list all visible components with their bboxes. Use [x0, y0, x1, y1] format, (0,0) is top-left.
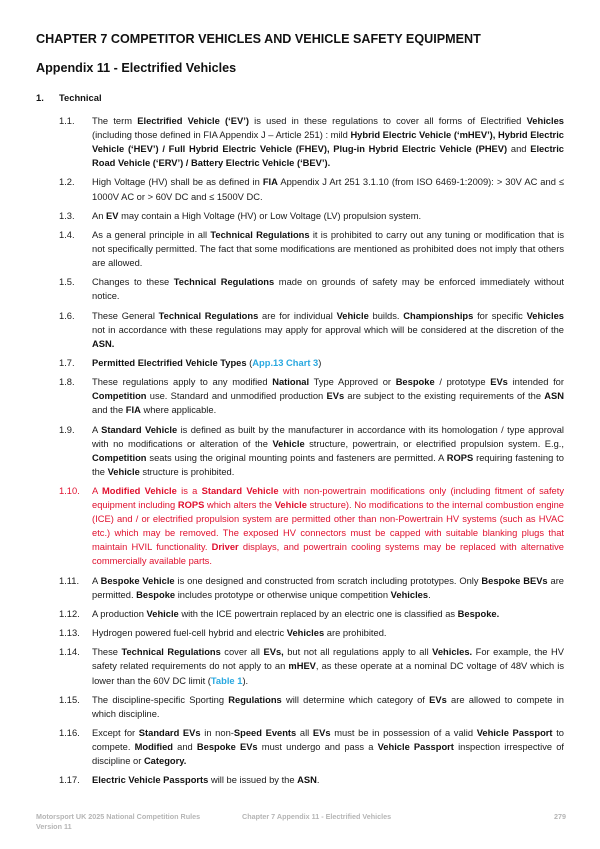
footer-publication: Motorsport UK 2025 National Competition Rules: [36, 812, 201, 821]
clause-text-run: High Voltage (HV) shall be as defined in: [92, 177, 263, 188]
defined-term: Electrified Vehicle (‘EV’): [137, 116, 249, 126]
footer-publication-block: [36, 812, 236, 832]
defined-term: FIA: [125, 405, 141, 416]
clause-text-run: all: [296, 727, 313, 738]
clause-text-run: An: [92, 210, 107, 221]
clause-text-run: is one designed and constructed from scratch including prototypes. Only: [174, 575, 482, 586]
clause-text: [92, 645, 564, 687]
clause-number: 1.8.: [59, 377, 75, 388]
clause-number: 1.12.: [59, 608, 80, 619]
clause-number: 1.5.: [59, 277, 75, 288]
clause-text-run: A: [92, 424, 102, 435]
defined-term: ROPS: [446, 452, 474, 463]
clause-text: [92, 423, 564, 479]
clause-number: 1.17.: [59, 775, 80, 786]
defined-term: Bespoke.: [457, 608, 500, 619]
clause-1-14: [59, 645, 564, 687]
clause-text-run: , as these operate at a nominal DC voltage of 48V which is lower than the 60V DC limit (: [92, 661, 564, 686]
defined-term: Modified: [134, 742, 173, 753]
clause-text-run: A: [92, 575, 101, 586]
defined-term: Standard EVs: [138, 727, 201, 738]
clause-number: 1.9.: [59, 424, 75, 435]
clause-text-run: Changes to these: [92, 277, 174, 288]
clause-1-15: [59, 693, 564, 721]
defined-term: Bespoke EVs: [196, 742, 258, 753]
clause-text-run: Appendix J Art 251 3.1.10 (from ISO 6469-1:2009): > 30V AC and ≤ 1000V AC or > 60V DC and ≤ 1500V DC.: [92, 177, 564, 202]
clause-text: [92, 275, 564, 303]
defined-term: Vehicle: [146, 608, 179, 619]
clause-text-run: structure). No modifications to the internal combustion engine (ICE) and / or electrified propulsion system are permitted other than non-Powertrain HV systems (such as HVAC etc.) which may be removed. The exposed HV connectors must be capped with suitable blanking plugs that maintain HVIL functionality.: [92, 500, 564, 553]
clause-1-13: [59, 626, 564, 640]
clause-1-7: [59, 356, 564, 370]
clause-text: [92, 209, 564, 223]
clause-text-run: Hydrogen powered fuel-cell hybrid and electric: [92, 628, 287, 639]
clause-text-run: intended for: [507, 377, 564, 388]
clause-1-1: [59, 114, 564, 170]
chapter-title: CHAPTER 7 COMPETITOR VEHICLES AND VEHICLE SAFETY EQUIPMENT: [36, 32, 481, 46]
clause-1-11: [59, 574, 564, 602]
defined-term: Standard Vehicle: [101, 424, 178, 435]
clause-text-run: Type Approved or: [309, 377, 396, 388]
cross-reference-link[interactable]: App.13 Chart 3: [252, 357, 319, 368]
defined-term: ASN: [297, 775, 317, 786]
defined-term: Speed Events: [233, 727, 297, 738]
clause-number: 1.15.: [59, 694, 80, 705]
clause-text-run: inspection irrespective of discipline or: [92, 742, 564, 767]
page-number: 279: [554, 812, 566, 821]
clause-text-run: These General: [92, 310, 159, 321]
clause-text-run: structure, powertrain, or electrified propulsion system. E.g.,: [304, 438, 564, 449]
clause-number: 1.13.: [59, 628, 80, 639]
clause-text: [92, 114, 564, 170]
defined-term: EVs,: [263, 647, 284, 658]
defined-term: Permitted Electrified Vehicle Types: [92, 357, 247, 368]
defined-term: Hybrid Electric Vehicle (‘mHEV’), Hybrid Electric Vehicle (‘HEV’) / Full Hybrid Electric Vehicle (FHEV), Plug-in Hybrid Electric Vehicle (PHEV): [92, 130, 564, 155]
clause-text-run: and: [172, 742, 197, 753]
clause-text-run: For example, the HV safety related requirements do not apply to an: [92, 647, 564, 672]
defined-term: Technical Regulations: [210, 229, 310, 240]
defined-term: Vehicle Passport: [377, 742, 454, 753]
clause-text: [92, 693, 564, 721]
clause-number: 1.14.: [59, 647, 80, 658]
clause-number: 1.16.: [59, 727, 80, 738]
defined-term: Vehicle: [272, 438, 305, 449]
clause-text-run: structure is prohibited.: [139, 466, 235, 477]
clause-text-run: A production: [92, 608, 147, 619]
clause-number: 1.3.: [59, 210, 75, 221]
clause-text-run: are for individual: [258, 310, 337, 321]
clause-1-5: [59, 275, 564, 303]
clause-1-9: [59, 423, 564, 479]
defined-term: Championships: [403, 310, 474, 321]
defined-term: mHEV: [288, 661, 316, 672]
clause-text-run: As a general principle in all: [92, 229, 211, 240]
clause-1-8: [59, 375, 564, 417]
clause-number: 1.6.: [59, 310, 75, 321]
clause-text-run: will determine which category of: [281, 694, 430, 705]
clause-text-run: The term: [92, 116, 138, 126]
clause-text-run: ).: [242, 675, 249, 686]
clause-text-run: is defined as built by the manufacturer in accordance with its homologation / type approval with no modifications or alteration of the: [92, 424, 564, 449]
clause-text-run: builds.: [368, 310, 404, 321]
clause-text-run: (including those defined in FIA Appendix J – Article 251) : mild: [92, 130, 351, 141]
defined-term: EV: [106, 210, 119, 221]
defined-term: EVs: [490, 377, 508, 388]
clause-text-run: made on grounds of safety may be enforced immediately without notice.: [92, 277, 565, 302]
defined-term: Category.: [143, 756, 187, 767]
clause-text: [92, 626, 564, 640]
clause-text: [92, 484, 564, 569]
clause-number: 1.1.: [59, 116, 75, 126]
defined-term: ROPS: [177, 500, 205, 511]
defined-term: Technical Regulations: [158, 310, 259, 321]
clause-number: 1.2.: [59, 177, 75, 188]
defined-term: Standard Vehicle: [201, 486, 279, 496]
clause-text-run: Except for: [92, 727, 139, 738]
clause-number: 1.11.: [59, 575, 80, 586]
clause-text-run: and the: [92, 405, 126, 416]
clause-text-run: These: [92, 647, 122, 658]
clause-text: [92, 356, 564, 370]
clause-text: [92, 773, 564, 787]
footer-section: Chapter 7 Appendix 11 - Electrified Vehicles: [242, 812, 392, 821]
clause-text-run: where applicable.: [140, 405, 217, 416]
clause-text-run: use. Standard and unmodified production: [146, 391, 327, 402]
clause-text-run: in non-: [200, 727, 234, 738]
defined-term: Technical Regulations: [121, 647, 221, 658]
clause-text: [92, 375, 564, 417]
defined-term: ASN.: [92, 338, 115, 349]
clause-text-run: and: [507, 144, 531, 155]
clause-text-run: displays, and powertrain cooling systems may be replaced with alternative commercially available parts.: [92, 542, 564, 567]
footer-version: Version 11: [36, 822, 72, 831]
defined-term: EVs: [429, 694, 447, 705]
clause-text-run: cover all: [220, 647, 264, 658]
section-heading: [36, 92, 102, 103]
defined-term: Vehicle Passport: [476, 727, 553, 738]
clause-text: [92, 574, 564, 602]
clause-1-6: [59, 309, 564, 351]
clause-text-run: it is prohibited to carry out any tuning or modification that is not specifically permitted. The fact that some modifications are mentioned as prohibited does not imply that others are allowed.: [92, 229, 564, 269]
clause-number: 1.4.: [59, 229, 75, 240]
defined-term: Regulations: [228, 694, 282, 705]
clause-number: 1.7.: [59, 357, 75, 368]
section-number: 1.: [36, 92, 44, 103]
clause-text-run: may contain a High Voltage (HV) or Low Voltage (LV) propulsion system.: [118, 210, 422, 221]
clause-text: [92, 726, 564, 768]
clause-text-run: with non-powertrain modifications only (including fitment of safety equipment including: [92, 486, 565, 511]
defined-term: Vehicles.: [432, 647, 473, 658]
defined-term: ASN: [544, 391, 564, 402]
clause-text: [92, 228, 564, 270]
clause-text: [92, 309, 564, 351]
clause-text-run: but not all regulations apply to all: [283, 647, 433, 658]
clause-list: [59, 114, 564, 793]
clause-text: [92, 607, 564, 621]
appendix-title: Appendix 11 - Electrified Vehicles: [36, 61, 237, 75]
defined-term: Competition: [92, 452, 147, 463]
clause-1-3: [59, 209, 564, 223]
defined-term: FIA: [262, 177, 278, 188]
clause-text-run: requiring fastening to the: [92, 452, 564, 477]
clause-text-run: are prohibited.: [324, 628, 387, 639]
clause-number: 1.10.: [59, 486, 80, 496]
clause-text-run: ): [318, 357, 322, 368]
defined-term: Vehicles: [526, 310, 564, 321]
clause-text-run: includes prototype or otherwise unique competition: [175, 589, 391, 600]
clause-text-run: .: [316, 775, 320, 786]
clause-text-run: not in accordance with these regulations may apply for approval which will be considered at the discretion of the: [92, 324, 564, 335]
clause-1-10: [59, 484, 564, 569]
defined-term: Electric Road Vehicle (‘ERV’) / Battery Electric Vehicle (‘BEV’).: [92, 144, 564, 169]
defined-term: Electric Vehicle Passports: [92, 775, 209, 786]
clause-text: [92, 175, 564, 203]
clause-text-run: These regulations apply to any modified: [92, 377, 273, 388]
defined-term: Technical Regulations: [173, 277, 275, 288]
defined-term: Vehicle: [107, 466, 140, 477]
clause-text-run: are permitted.: [92, 575, 565, 600]
defined-term: Vehicles: [390, 589, 429, 600]
defined-term: Bespoke: [136, 589, 176, 600]
clause-text-run: seats using the original mounting points and fasteners are permitted. A: [146, 452, 447, 463]
defined-term: Competition: [92, 391, 147, 402]
defined-term: Bespoke: [395, 377, 435, 388]
clause-text-run: which alters the: [204, 500, 275, 511]
clause-text-run: (: [246, 357, 253, 368]
defined-term: EVs: [326, 391, 345, 402]
defined-term: Vehicle: [274, 500, 307, 511]
clause-text-run: must undergo and pass a: [257, 742, 378, 753]
clause-text-run: for specific: [473, 310, 527, 321]
defined-term: EVs: [312, 727, 331, 738]
clause-text-run: is used in these regulations to cover all forms of Electrified: [248, 116, 527, 126]
defined-term: Vehicles: [526, 116, 564, 126]
clause-text-run: are subject to the existing requirements of the: [344, 391, 545, 402]
clause-1-4: [59, 228, 564, 270]
clause-1-17: [59, 773, 564, 787]
clause-text-run: with the ICE powertrain replaced by an electric one is classified as: [178, 608, 458, 619]
clause-text-run: to compete.: [92, 727, 564, 753]
clause-text-run: / prototype: [434, 377, 491, 388]
clause-1-12: [59, 607, 564, 621]
defined-term: Bespoke Vehicle: [100, 575, 175, 586]
clause-1-16: [59, 726, 564, 768]
clause-1-2: [59, 175, 564, 203]
clause-text-run: are allowed to compete in which discipline.: [92, 694, 564, 719]
clause-text-run: must be in possession of a valid: [330, 727, 477, 738]
clause-text-run: A: [92, 486, 102, 496]
defined-term: Modified Vehicle: [101, 486, 177, 496]
defined-term: National: [272, 377, 310, 388]
defined-term: Driver: [211, 542, 239, 553]
clause-text-run: will be issued by the: [208, 775, 298, 786]
defined-term: Vehicle: [336, 310, 369, 321]
clause-text-run: .: [428, 589, 431, 600]
defined-term: Bespoke BEVs: [481, 575, 548, 586]
defined-term: Vehicles: [286, 628, 325, 639]
section-title: Technical: [59, 92, 102, 103]
clause-text-run: is a: [176, 486, 202, 496]
clause-text-run: The discipline-specific Sporting: [92, 694, 229, 705]
cross-reference-link[interactable]: Table 1: [210, 675, 243, 686]
